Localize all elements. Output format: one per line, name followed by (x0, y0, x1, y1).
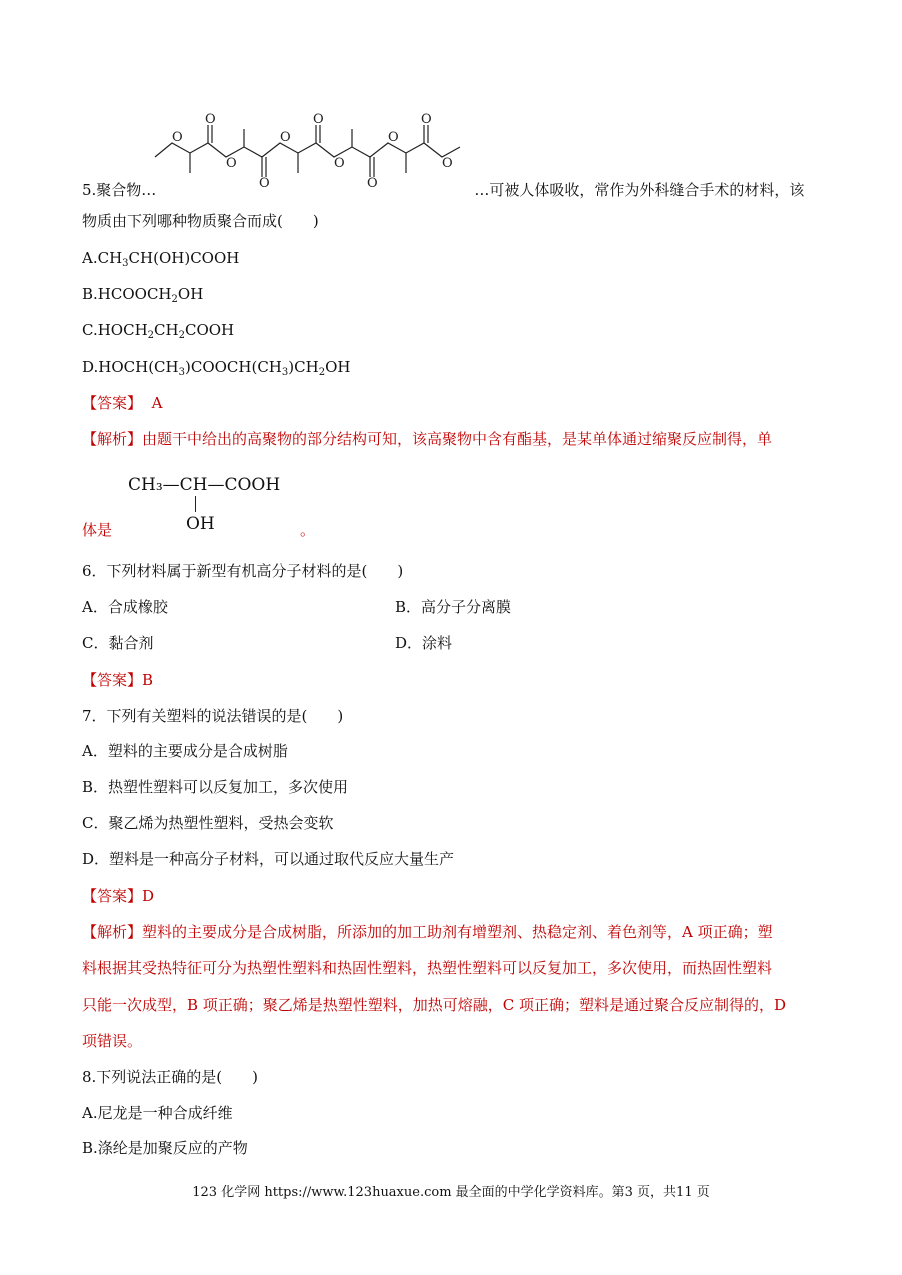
polymer-structure (150, 105, 480, 190)
q7-stem: 7．下列有关塑料的说法错误的是( ) (82, 707, 344, 725)
q6-option-d: D．涂料 (395, 634, 453, 652)
q7-analysis-line4: 项错误。 (82, 1032, 143, 1050)
q7-analysis-line1: 【解析】塑料的主要成分是合成树脂，所添加的加工助剂有增塑剂、热稳定剂、着色剂等，A 项正确；塑 (82, 923, 773, 941)
page-footer: 123 化学网 https://www.123huaxue.com 最全面的中学化学资料库。第3 页，共11 页 (192, 1185, 710, 1200)
q5-option-c: $C.HOCH_2CH_2COOH$ (82, 321, 235, 341)
q7-analysis-line3: 只能一次成型，B 项正确；聚乙烯是热塑性塑料，加热可熔融，C 项正确；塑料是通过聚合反应制得的，D (82, 996, 787, 1014)
answer-tag: 【答案】 (82, 394, 143, 412)
atom-o: O (442, 156, 453, 171)
monomer-structure (128, 474, 281, 534)
q5-answer (82, 393, 162, 413)
q5-option-a: $A.CH_3CH(OH)COOH$ (82, 249, 240, 269)
q6-answer: 【答案】B (82, 671, 154, 689)
q8-option-a: A.尼龙是一种合成纤维 (82, 1104, 233, 1122)
q5-analysis: 【解析】由题干中给出的高聚物的部分结构可知，该高聚物中含有酯基，是某单体通过缩聚反应制得，单 (82, 430, 773, 448)
q6-option-c: C．黏合剂 (82, 634, 154, 652)
atom-o: O (334, 156, 345, 171)
q5-stem-line1 (82, 180, 804, 200)
atom-o: O (226, 156, 237, 171)
atom-o: O (421, 112, 432, 127)
q5-option-b: $B.HCOOCH_2OH$ (82, 285, 204, 305)
atom-o: O (388, 130, 399, 145)
atom-o: O (172, 130, 183, 145)
q6-option-a: A．合成橡胶 (82, 598, 168, 616)
q6-stem: 6．下列材料属于新型有机高分子材料的是( ) (82, 562, 404, 580)
atom-o: O (280, 130, 291, 145)
q8-option-b: B.涤纶是加聚反应的产物 (82, 1139, 248, 1157)
monomer-branch: OH (186, 514, 215, 534)
answer-value: A (151, 394, 163, 412)
monomer-main: CH₃—CH—COOH (128, 475, 281, 495)
atom-o: O (367, 176, 378, 190)
q7-option-b: B．热塑性塑料可以反复加工，多次使用 (82, 778, 349, 796)
q7-answer: 【答案】D (82, 887, 155, 905)
q5-option-d: $D.HOCH(CH_3)COOCH(CH_3)CH_2OH$ (82, 358, 351, 378)
q5-analysis-line2: 体是 。 (82, 521, 316, 539)
q6-options-row2 (82, 633, 782, 653)
atom-o: O (259, 176, 270, 190)
q7-option-d: D．塑料是一种高分子材料，可以通过取代反应大量生产 (82, 850, 455, 868)
atom-o: O (205, 112, 216, 127)
q5-suffix: …可被人体吸收，常作为外科缝合手术的材料，该 (474, 181, 805, 199)
q8-stem: 8.下列说法正确的是( ) (82, 1068, 259, 1086)
q5-prefix: 5.聚合物… (82, 181, 157, 199)
atom-o: O (313, 112, 324, 127)
q6-options-row1 (82, 597, 782, 617)
q7-option-a: A．塑料的主要成分是合成树脂 (82, 742, 288, 760)
q7-option-c: C．聚乙烯为热塑性塑料，受热会变软 (82, 814, 334, 832)
q7-analysis-line2: 料根据其受热特征可分为热塑性塑料和热固性塑料，热塑性塑料可以反复加工，多次使用，而热固性塑料 (82, 959, 773, 977)
q6-option-b: B．高分子分离膜 (395, 598, 512, 616)
q5-stem-line2: 物质由下列哪种物质聚合而成( ) (82, 212, 319, 230)
analysis-tag: 【解析】 (82, 430, 143, 448)
